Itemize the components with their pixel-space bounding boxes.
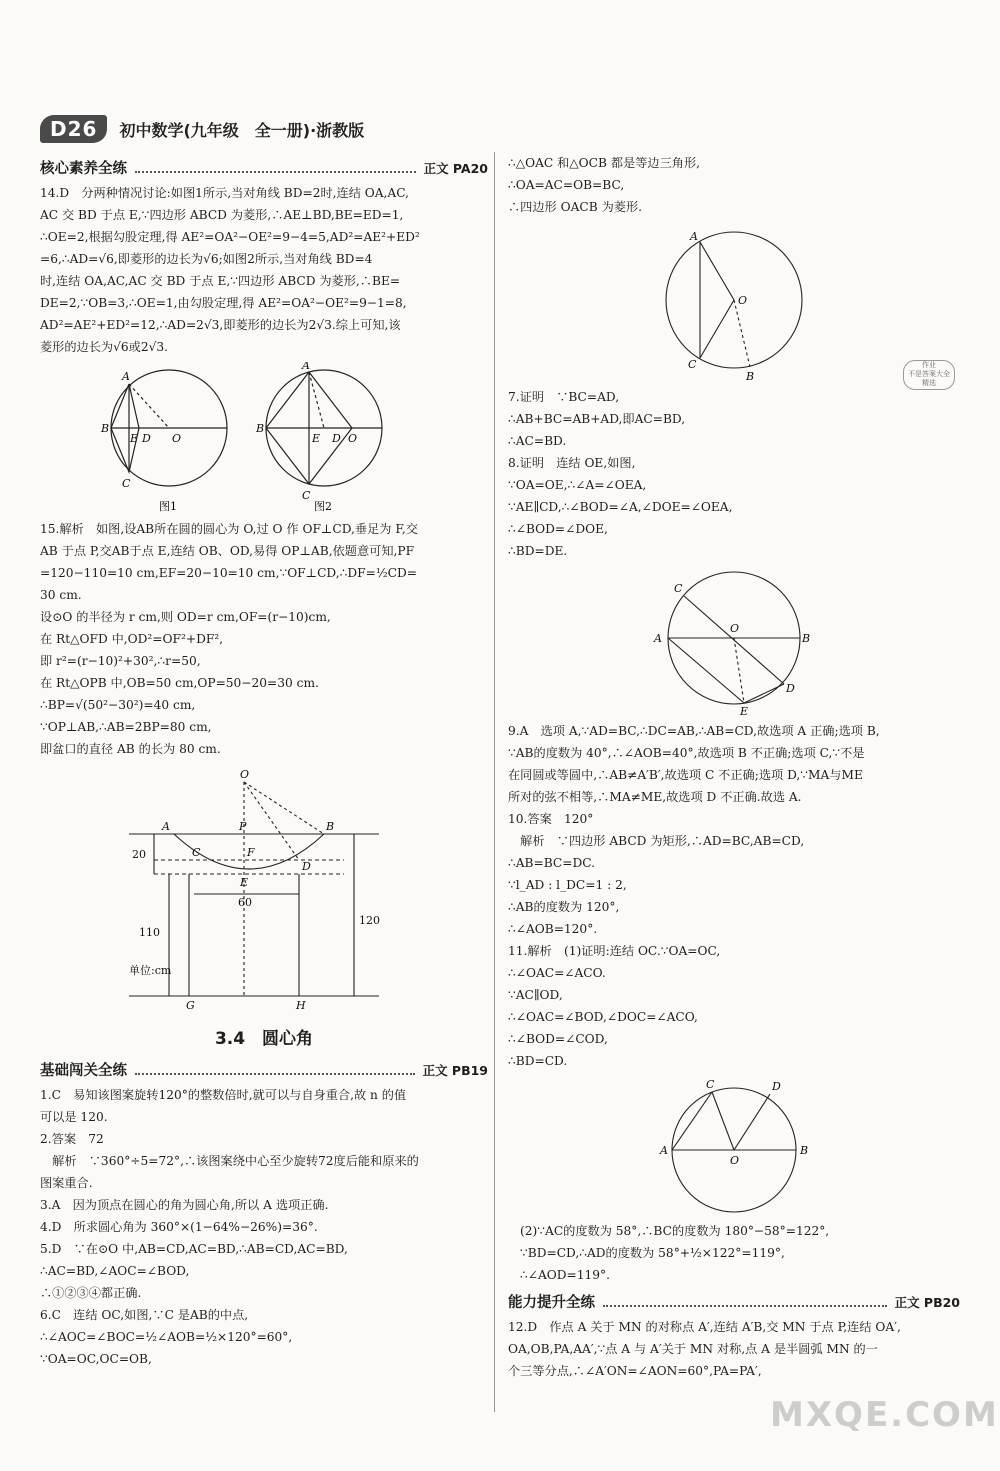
text-line: 10.答案 120° (508, 812, 594, 826)
unit-label: 单位:cm (129, 964, 172, 977)
svg-text:A: A (162, 820, 170, 833)
text-line: 5.D ∵在⊙O 中,AB=CD,AC=BD,∴AB=CD,AC=BD, (40, 1242, 348, 1256)
text-line: 个三等分点,∴∠A′ON=∠AON=60°,PA=PA′, (508, 1364, 762, 1378)
text-line: ∴OA=AC=OB=BC, (508, 178, 625, 192)
svg-text:D: D (786, 682, 795, 695)
svg-text:P: P (239, 820, 247, 833)
svg-text:C: C (688, 358, 697, 371)
dim-110: 110 (139, 926, 160, 939)
text-line: 所对的弦不相等,∴MA≠ME,故选项 D 不正确.故选 A. (508, 790, 802, 804)
basin-diagram (114, 764, 414, 1014)
text-line: ∵AE∥CD,∴∠BOD=∠A,∠DOE=∠OEA, (508, 500, 733, 514)
svg-text:D: D (332, 432, 341, 445)
svg-text:A: A (660, 1144, 668, 1157)
text-line: 4.D 所求圆心角为 360°×(1−64%−26%)=36°. (40, 1220, 318, 1234)
svg-text:O: O (348, 432, 358, 445)
text-line: 在同圆或等圆中,∴AB≠A′B′,故选项 C 不正确;选项 D,∵MA与ME (508, 768, 863, 782)
text-line: 在 Rt△OPB 中,OB=50 cm,OP=50−20=30 cm. (40, 676, 319, 690)
answer-12 (508, 1316, 960, 1382)
dim-60: 60 (238, 896, 252, 909)
text-line: 3.A 因为顶点在圆心的角为圆心角,所以 A 选项正确. (40, 1198, 329, 1212)
text-line: ∵OA=OE,∴∠A=∠OEA, (508, 478, 647, 492)
text-line: ∴∠BOD=∠COD, (508, 1032, 608, 1046)
dotted-leader (603, 1305, 887, 1307)
text-line: ∴∠AOC=∠BOC=½∠AOB=½×120°=60°, (40, 1330, 293, 1344)
text-line: OA,OB,PA,AA′,∵点 A 与 A′关于 MN 对称,点 A 是半圆弧 MN 的一 (508, 1342, 878, 1356)
svg-text:O: O (730, 622, 740, 635)
left-column (40, 152, 488, 1370)
section-title: 基础闯关全练 (40, 1063, 127, 1079)
text-line: 设⊙O 的半径为 r cm,则 OD=r cm,OF=(r−10)cm, (40, 610, 331, 624)
svg-text:C: C (302, 489, 311, 502)
answer-14 (40, 182, 488, 358)
svg-text:B: B (746, 370, 755, 382)
section-ref: 正文 PA20 (423, 161, 488, 176)
svg-text:C: C (706, 1078, 715, 1091)
svg-text:C: C (674, 582, 683, 595)
text-line: ∴AC=BD. (508, 434, 567, 448)
text-line: ∴∠BOD=∠DOE, (508, 522, 608, 536)
figure-1-caption: 图1 (159, 500, 177, 513)
svg-text:B: B (326, 820, 335, 833)
svg-text:A: A (302, 362, 310, 372)
answer-8 (508, 452, 960, 562)
text-line: ∴∠OAC=∠ACO. (508, 966, 606, 980)
stamp-text: 精选 (922, 379, 936, 387)
text-line: ∴△OAC 和△OCB 都是等边三角形, (508, 156, 701, 170)
section-title: 能力提升全练 (508, 1295, 595, 1311)
svg-text:C: C (122, 477, 131, 490)
svg-text:E: E (130, 432, 139, 445)
text-line: ∴AB的度数为 120°, (508, 900, 620, 914)
text-line: DE=2,∵OB=3,∴OE=1,由勾股定理,得 AE²=OA²−OE²=9−1=8, (40, 296, 407, 310)
text-line: 11.解析 (1)证明:连结 OC.∵OA=OC, (508, 944, 721, 958)
svg-text:B: B (800, 1144, 809, 1157)
dotted-leader (135, 171, 416, 173)
svg-text:A: A (690, 230, 698, 243)
chapter-title: 3.4 圆心角 (214, 1029, 314, 1049)
column-divider (494, 152, 495, 1412)
stamp-logo (903, 360, 955, 390)
text-line: 图案重合. (40, 1176, 93, 1190)
text-line: 14.D 分两种情况讨论:如图1所示,当对角线 BD=2时,连结 OA,AC, (40, 186, 409, 200)
section-ref: 正文 PB20 (894, 1295, 960, 1310)
text-line: ∴∠OAC=∠BOD,∠DOC=∠ACO, (508, 1010, 698, 1024)
svg-text:B: B (802, 632, 811, 645)
answer-7 (508, 386, 960, 452)
text-line: ∴BP=√(50²−30²)=40 cm, (40, 698, 196, 712)
svg-text:O: O (738, 294, 748, 307)
svg-text:H: H (296, 999, 306, 1012)
svg-text:A: A (654, 632, 662, 645)
text-line: 9.A 选项 A,∵AD=BC,∴DC=AB,∴AB=CD,故选项 A 正确;选项 B, (508, 724, 880, 738)
svg-text:A: A (122, 370, 130, 383)
stamp-text: 不是答案大全 (908, 370, 950, 378)
text-line: 6.C 连结 OC,如图,∵C 是AB的中点, (40, 1308, 249, 1322)
text-line: 解析 ∵四边形 ABCD 为矩形,∴AD=BC,AB=CD, (508, 834, 805, 848)
text-line: ∵l_AD : l_DC=1 : 2, (508, 878, 627, 892)
text-line: ∵OA=OC,OC=OB, (40, 1352, 152, 1366)
text-line: =6,∴AD=√6,即菱形的边长为√6;如图2所示,当对角线 BD=4 (40, 252, 373, 266)
svg-text:G: G (186, 999, 195, 1012)
rhombus-figures (84, 362, 444, 514)
section-heading (508, 1292, 960, 1314)
text-line: ∴OE=2,根据勾股定理,得 AE²=OA²−OE²=9−4=5,AD²=AE²+ED² (40, 230, 420, 244)
text-line: ∴AC=BD,∠AOC=∠BOD, (40, 1264, 190, 1278)
circle-figure-8 (634, 566, 834, 716)
answer-15 (40, 518, 488, 760)
svg-text:E: E (740, 705, 749, 716)
text-line: ∴BD=CD. (508, 1054, 568, 1068)
text-line: 8.证明 连结 OE,如图, (508, 456, 636, 470)
svg-text:B: B (256, 422, 265, 435)
answer-11-part2 (508, 1220, 960, 1286)
text-line: 12.D 作点 A 关于 MN 的对称点 A′,连结 A′B,交 MN 于点 P,连结 OA′, (508, 1320, 901, 1334)
text-line: ∴四边形 OACB 为菱形. (508, 200, 643, 214)
text-line: AD²=AE²+ED²=12,∴AD=2√3,即菱形的边长为2√3.综上可知,该 (40, 318, 401, 332)
page-header (40, 112, 364, 146)
text-line: ∴∠AOB=120°. (508, 922, 598, 936)
svg-text:F: F (247, 846, 255, 859)
text-line: ∴①②③④都正确. (40, 1286, 142, 1300)
stamp-text: 作业 (922, 361, 936, 369)
section-title: 核心素养全练 (40, 161, 127, 177)
text-line: ∴AB=BC=DC. (508, 856, 595, 870)
text-line: ∴AB+BC=AB+AD,即AC=BD, (508, 412, 686, 426)
circle-figure-6 (634, 222, 834, 382)
text-line: ∴BD=DE. (508, 544, 568, 558)
text-line: =120−110=10 cm,EF=20−10=10 cm,∵OF⊥CD,∴DF=½CD= (40, 566, 417, 580)
watermark: MXQE.COM (770, 1395, 999, 1435)
dim-20: 20 (132, 848, 146, 861)
text-line: ∵BD=CD,∴AD的度数为 58°+½×122°=119°, (520, 1246, 785, 1260)
svg-text:E: E (312, 432, 321, 445)
text-line: 时,连结 OA,AC,AC 交 BD 于点 E,∵四边形 ABCD 为菱形,∴BE= (40, 274, 401, 288)
text-line: 菱形的边长为√6或2√3. (40, 340, 168, 354)
right-column (508, 152, 960, 1382)
text-line: ∵AB的度数为 40°,∴∠AOB=40°,故选项 B 不正确;选项 C,∵不是 (508, 746, 865, 760)
text-line: ∵AC∥OD, (508, 988, 563, 1002)
section-heading (40, 1060, 488, 1082)
text-line: ∴∠AOD=119°. (520, 1268, 610, 1282)
svg-text:C: C (192, 846, 201, 859)
section-ref: 正文 PB19 (422, 1063, 488, 1078)
text-line: 即盆口的直径 AB 的长为 80 cm. (40, 742, 221, 756)
section-heading (40, 158, 488, 180)
text-line: 15.解析 如图,设AB所在圆的圆心为 O,过 O 作 OF⊥CD,垂足为 F,交 (40, 522, 418, 536)
answer-6-cont (508, 152, 960, 218)
answer-9 (508, 720, 960, 808)
text-line: (2)∵AC的度数为 58°,∴BC的度数为 180°−58°=122°, (520, 1224, 830, 1238)
svg-text:D: D (302, 860, 311, 873)
svg-text:O: O (172, 432, 182, 445)
text-line: 可以是 120. (40, 1110, 108, 1124)
text-line: AB 于点 P,交AB于点 E,连结 OB、OD,易得 OP⊥AB,依题意可知,PF (40, 544, 415, 558)
text-line: 解析 ∵360°÷5=72°,∴该图案绕中心至少旋转72度后能和原来的 (40, 1154, 419, 1168)
svg-text:O: O (730, 1154, 740, 1167)
svg-text:E: E (240, 876, 249, 889)
page-number-badge: D26 (40, 115, 107, 143)
semicircle-figure-11 (634, 1076, 834, 1216)
dotted-leader (135, 1073, 415, 1075)
book-title: 初中数学(九年级 全一册)·浙教版 (119, 120, 365, 140)
svg-text:B: B (101, 422, 110, 435)
basic-answers (40, 1084, 488, 1370)
dim-120: 120 (359, 914, 380, 927)
text-line: 1.C 易知该图案旋转120°的整数倍时,就可以与自身重合,故 n 的值 (40, 1088, 407, 1102)
text-line: 30 cm. (40, 588, 82, 602)
text-line: 在 Rt△OFD 中,OD²=OF²+DF², (40, 632, 224, 646)
svg-text:D: D (142, 432, 151, 445)
svg-text:O: O (240, 768, 250, 781)
svg-text:D: D (772, 1080, 781, 1093)
text-line: 7.证明 ∵BC=AD, (508, 390, 620, 404)
answer-10 (508, 808, 960, 940)
text-line: 即 r²=(r−10)²+30²,∴r=50, (40, 654, 201, 668)
figure-2-caption: 图2 (314, 500, 332, 513)
text-line: 2.答案 72 (40, 1132, 104, 1146)
text-line: ∵OP⊥AB,∴AB=2BP=80 cm, (40, 720, 212, 734)
text-line: AC 交 BD 于点 E,∵四边形 ABCD 为菱形,∴AE⊥BD,BE=ED=1, (40, 208, 404, 222)
answer-11 (508, 940, 960, 1072)
